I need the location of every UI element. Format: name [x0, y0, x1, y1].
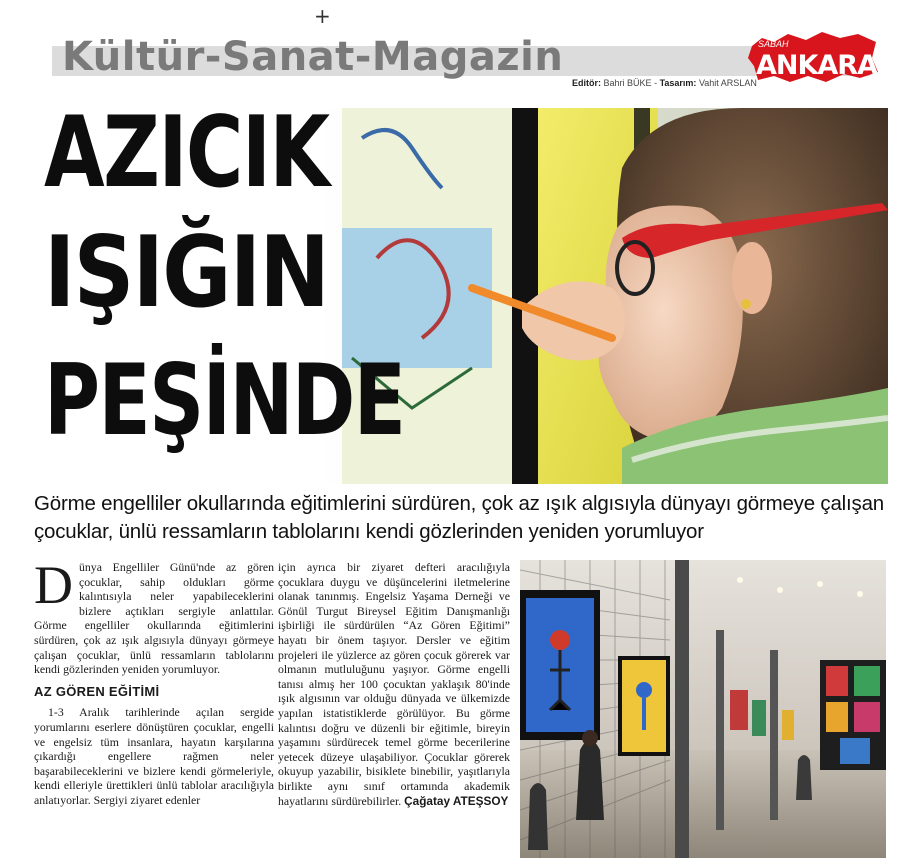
headline-line-1: AZICIK	[44, 96, 329, 210]
col1-body: 1-3 Aralık tarihlerinde açılan sergide yorumlarını eserlere dönüştüren çocuklar, engelli ve engelsiz tüm insanlara, hayatın karşılarına çıkardığı engellere rağmen neler başarabileceklerini ve bizlere kendi görmeleriyle, kendi elleriyle ürettikleri ünlü tablolar aracılığıyla anlatıyorlar. Sergiyi ziyaret edenler	[34, 705, 274, 807]
headline-line-2: IŞIĞIN	[44, 216, 329, 330]
article-deck: Görme engelliler okullarında eğitimlerini sürdüren, çok az ışık algısıyla dünyayı görmeye çalışan çocuklar, ünlü ressamların tablolarını kendi gözlerinden yeniden yorumluyor	[34, 492, 884, 543]
sabah-ankara-logo	[748, 28, 880, 84]
section-title: Kültür-Sanat-Magazin	[62, 34, 564, 80]
headline-line-3: PEŞİNDE	[44, 344, 405, 458]
article-column-2	[278, 560, 510, 808]
drop-cap: D	[34, 555, 73, 615]
logo-splash-icon	[748, 28, 880, 84]
col2-text: için ayrıca bir ziyaret defteri aracılığıyla çocuklara duygu ve düşüncelerini iletmelerine olanak tanınmış. Engelsiz Yaşama Derneği ve Gönül Turgut Bireysel Eğitim Danışmanlığı işbirliği ile sürdürülen “Az Gören Eğitimi” hayatı bir önem taşıyor. Dersler ve eğitim projeleri ile yüzlerce az gören çocuk görerek var olmanın mutluluğunu yaşıyor. Görme engelli tanısı almış her 100 çocuktan yaklaşık 80'inde ışık algısının var olduğu dünyada ve ülkemizde yapılan istatistiklerde görülüyor. Bu görme kalıntısı doğru ve düzenli bir eğitimle, bireyin yaşamını sürdürecek temel görme becerilerine yetecek düzeye ulaşabiliyor. Çocuklar görerek okuyup yazabilir, bisiklete binebilir, yaşıtlarıyla birlikte aynı sınıf ortamında akademik hayatlarını sürdürebilirler.	[278, 560, 510, 808]
gallery-exhibition-photo	[520, 560, 886, 858]
byline: Çağatay ATEŞSOY	[404, 793, 509, 808]
credits-separator: -	[654, 78, 658, 88]
main-photo-girl-painting	[322, 108, 888, 484]
col2-body	[278, 560, 510, 808]
article-subhead: AZ GÖREN EĞİTİMİ	[34, 683, 160, 699]
editor-name: Bahri BÜKE	[603, 78, 652, 88]
lead-text: ünya Engelliler Günü'nde az gören çocuklar, sahip oldukları görme kalıntısıyla neler yapabileceklerini bizlere açtıkları sergiyle anlattılar. Görme engelliler okullarında eğitimlerini sürdüren, çok az ışık algısıyla dünyayı görmeye çalışan çocuklar, ünlü ressamların tablolarını kendi gözlerinden yeniden yorumluyor.	[34, 560, 274, 677]
editorial-credits	[572, 78, 757, 88]
registration-mark: +	[314, 4, 331, 28]
logo-prefix: SABAH	[758, 39, 789, 49]
editor-label: Editör:	[572, 78, 601, 88]
lead-paragraph	[34, 555, 274, 677]
design-label: Tasarım:	[659, 78, 697, 88]
article-column-1	[34, 555, 274, 808]
design-name: Vahit ARSLAN	[698, 78, 757, 88]
logo-name: ANKARA	[756, 50, 877, 81]
